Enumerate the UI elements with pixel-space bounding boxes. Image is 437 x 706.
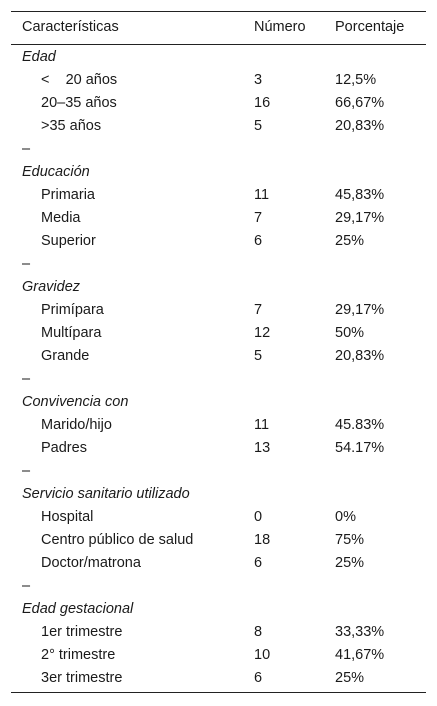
row-label: 20–35 años [41,95,117,111]
row-label: Hospital [41,509,94,525]
row-label: Primípara [41,302,104,318]
row-number: 6 [254,555,263,571]
row-percent: 33,33% [335,624,385,640]
row-label: Media [41,210,81,226]
row-label: Doctor/matrona [41,555,141,571]
row-percent: 66,67% [335,95,385,111]
row-percent: 45,83% [335,187,385,203]
row-number: 3 [254,72,263,88]
row-percent: 20,83% [335,348,385,364]
table-row [11,184,426,207]
row-number: 6 [254,670,263,686]
section-title: Educación [22,164,90,180]
table-header-rule [11,44,426,45]
section-title-row [11,161,426,184]
row-percent: 75% [335,532,365,548]
table-row [11,529,426,552]
header-number: Número [254,19,306,35]
table-row [11,322,426,345]
row-percent: 0% [335,509,356,525]
row-number: 6 [254,233,263,249]
row-label: Multípara [41,325,102,341]
table-row [11,345,426,368]
table-row [11,230,426,253]
row-percent: 41,67% [335,647,385,663]
row-label: Centro público de salud [41,532,194,548]
section-separator [11,575,426,598]
row-label: 2° trimestre [41,647,116,663]
section-title-row [11,46,426,69]
row-percent: 12,5% [335,72,377,88]
row-label: Marido/hijo [41,417,112,433]
row-percent: 29,17% [335,302,385,318]
section-separator [11,253,426,276]
row-number: 8 [254,624,263,640]
row-percent: 45.83% [335,417,385,433]
row-label: 3er trimestre [41,670,123,686]
separator-dash: – [22,578,31,594]
section-title: Servicio sanitario utilizado [22,486,190,502]
row-percent: 25% [335,233,365,249]
row-number: 10 [254,647,271,663]
table-row [11,299,426,322]
row-number: 18 [254,532,271,548]
row-percent: 29,17% [335,210,385,226]
table-row [11,115,426,138]
row-label: < 20 años [41,72,118,88]
section-title: Edad gestacional [22,601,134,617]
row-number: 7 [254,302,263,318]
section-title-row [11,276,426,299]
table-top-rule [11,11,426,12]
header-characteristics: Características [22,19,119,35]
section-separator [11,460,426,483]
section-separator [11,138,426,161]
row-label: >35 años [41,118,102,134]
row-percent: 25% [335,670,365,686]
row-number: 11 [254,417,270,433]
separator-dash: – [22,256,31,272]
row-number: 0 [254,509,263,525]
row-label: Superior [41,233,96,249]
row-number: 11 [254,187,270,203]
table-row [11,644,426,667]
table-row [11,621,426,644]
separator-dash: – [22,463,31,479]
table-row [11,414,426,437]
row-percent: 54.17% [335,440,385,456]
row-number: 16 [254,95,271,111]
table-row [11,207,426,230]
section-title-row [11,483,426,506]
row-percent: 25% [335,555,365,571]
section-separator [11,368,426,391]
row-number: 5 [254,348,263,364]
row-percent: 20,83% [335,118,385,134]
row-percent: 50% [335,325,365,341]
row-number: 13 [254,440,271,456]
row-label: Padres [41,440,87,456]
table-row [11,552,426,575]
table-row [11,92,426,115]
header-percentage: Porcentaje [335,19,405,35]
row-label: Primaria [41,187,95,203]
row-number: 7 [254,210,263,226]
row-label: Grande [41,348,90,364]
table-bottom-rule [11,692,426,693]
section-title: Gravidez [22,279,81,295]
separator-dash: – [22,141,31,157]
row-label: 1er trimestre [41,624,123,640]
section-title-row [11,598,426,621]
table-row [11,506,426,529]
row-number: 5 [254,118,263,134]
section-title: Edad [22,49,56,65]
table-row [11,69,426,92]
table-row [11,437,426,460]
section-title: Convivencia con [22,394,129,410]
table-header-row [11,16,426,39]
table-row [11,667,426,690]
separator-dash: – [22,371,31,387]
section-title-row [11,391,426,414]
row-number: 12 [254,325,271,341]
